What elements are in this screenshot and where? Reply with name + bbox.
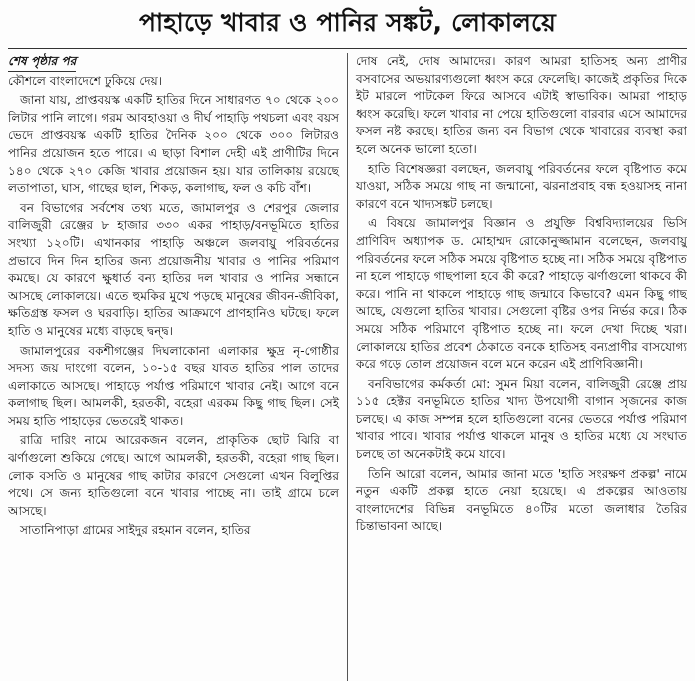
paragraph: বন বিভাগের সর্বশেষ তথ্য মতে, জামালপুর ও শেরপুর জেলার বালিজুরী রেঞ্জের ৮ হাজার ৩৩০ একর পাহাড়/বনভূমিতে হাতির সংখ্যা ১২০টি। এখানকার পাহাড়ি অঞ্চলে জলবায়ু পরিবর্তনের প্রভাবে দিন দিন হাতির জন্য প্রয়োজনীয় খাবার ও পানির পরিমাণ কমছে। যে কারণে ক্ষুধার্ত বন্য হাতির দল খাবার ও পানির সন্ধানে আসছে লোকালয়ে। এতে হুমকির মুখে পড়ছে মানুষের জীবন-জীবিকা, ক্ষতিগ্রস্ত ফসল ও ঘরবাড়ি। হাতির আক্রমণে প্রাণহানিও ঘটছে। ফলে হাতি ও মানুষের মধ্যে বাড়ছে দ্বন্দ্ব। [8,200,340,338]
paragraph: রাত্রি দারিং নামে আরেকজন বলেন, প্রাকৃতিক ছোট ঝিরি বা ঝর্ণাগুলো শুকিয়ে গেছে। আগে আমলকী, হরতকী, বহেরা গাছ ছিল। লোক বসতি ও মানুষের গাছ কাটার কারণে সেগুলো এখন বিলুপ্তির পথে। সে জন্য হাতিগুলো বনে খাবার পাচ্ছে না। তাই গ্রামে চলে আসছে। [8,433,340,518]
paragraph: জামালপুরের বকশীগঞ্জের দিঘলাকোনা এলাকার ক্ষুদ্র নৃ-গোষ্ঠীর সদস্য জয় দাংগো বলেন, ১০-১৫ বছর যাবত হাতির পাল তাদের এলাকাতে আসছে। পাহাড়ে পর্যাপ্ত পরিমাণে খাবার নেই। আগে বনে কলাগাছ ছিল। আমলকী, হরতকী, বহেরা এরকম কিছু গাছ ছিল। সেই সময় হাতি পাহাড়ের ভেতরেই থাকত। [8,343,340,428]
paragraph: বনবিভাগের কর্মকর্তা মো: সুমন মিয়া বলেন, বালিজুরী রেঞ্জে প্রায় ১১৫ হেক্টর বনভূমিতে হাতির খাদ্য উপযোগী বাগান সৃজনের কাজ চলছে। এ কাজ সম্পন্ন হলে হাতিগুলো বনের ভেতরে পর্যাপ্ত পরিমাণ খাবার পাবে। খাবার পর্যাপ্ত থাকলে মানুষ ও হাতির মধ্যে যে সংঘাত চলছে তা অনেকটাই কমে যাবে। [355,376,687,462]
right-column [348,53,687,681]
paragraph: সাতানিপাড়া গ্রামের সাইদুর রহমান বলেন, হাতির [20,523,251,538]
continuation-label: শেষ পৃষ্ঠার পর [8,53,76,72]
left-column [8,53,347,681]
paragraph: জানা যায়, প্রাপ্তবয়স্ক একটি হাতির দিনে সাধারণত ৭০ থেকে ২০০ লিটার পানি লাগে। গরম আবহাওয়া ও দীর্ঘ পাহাড়ি পথচলা এবং বয়স ভেদে প্রাপ্তবয়স্ক একটি হাতির দৈনিক ২০০ থেকে ৩০০ লিটারও পানির প্রয়োজন হতে পারে। এ ছাড়া বিশাল দেহী এই প্রাণীটির দিনে ১৪০ থেকে ২৭০ কেজি খাবার প্রয়োজন হয়। যার তালিকায় রয়েছে লতাপাতা, ঘাস, গাছের ছাল, শিকড়, কলাগাছ, ফল ও কচি বাঁশ। [8,93,340,196]
paragraph: তিনি আরো বলেন, আমার জানা মতে 'হাতি সংরক্ষণ প্রকল্প' নামে নতুন একটি প্রকল্প হাতে নেয়া হয়েছে। এ প্রকল্পের আওতায় বাংলাদেশের বিভিন্ন বনভূমিতে ৪০টির মতো জলাধার তৈরির চিন্তাভাবনা আছে। [355,466,687,534]
article-body [8,53,687,681]
paragraph: দোষ নেই, দোষ আমাদের। কারণ আমরা হাতিসহ অন্য প্রাণীর বসবাসের অভয়ারণ্যগুলো ধ্বংস করে ফেলেছি। কাজেই প্রকৃতির দিকে ইট মারলে পাটকেল ফিরে আসবে এটাই স্বাভাবিক। আমরা পাহাড় ধ্বংস করেছি। ফলে খাবার না পেয়ে হাতিগুলো বারবার এসে আমাদের ফসল নষ্ট করছে। হাতির জন্য বন বিভাগ থেকে খাবারের ব্যবস্থা করা হলে অনেক ভালো হতো। [355,54,687,156]
paragraph: কৌশলে বাংলাদেশে ঢুকিয়ে দেয়। [8,73,163,88]
paragraph: এ বিষয়ে জামালপুর বিজ্ঞান ও প্রযুক্তি বিশ্ববিদ্যালয়ের ভিসি প্রাণিবিদ অধ্যাপক ড. মোহাম্মদ রোকোনুজ্জামান বলেছেন, জলবায়ু পরিবর্তনের ফলে সঠিক সময়ে বৃষ্টিপাত হচ্ছে না। সঠিক সময়ে বৃষ্টিপাত না হলে পাহাড়ে গাছপালা হবে কী করে? পাহাড়ে ঝর্ণাগুলো থাকবে কী করে। পানি না থাকলে পাহাড়ে গাছ জন্মাবে কিভাবে? এমন কিছু গাছ আছে, যেগুলো হাতির খাবার। সেগুলো বৃষ্টির ওপর নির্ভর করে। ঠিক সময়ে সঠিক পরিমাণে বৃষ্টিপাত হচ্ছে না। ফলে দেখা দিচ্ছে খরা। লোকালয়ে হাতির প্রবেশ ঠেকাতে বনকে হাতিসহ বন্যপ্রাণীর বাসযোগ্য করে গড়ে তোল প্রয়োজন বলে মনে করেন এই প্রাণিবিজ্ঞানী। [355,216,687,372]
headline: পাহাড়ে খাবার ও পানির সঙ্কট, লোকালয়ে [138,8,557,37]
headline-divider [8,48,687,49]
paragraph: হাতি বিশেষজ্ঞরা বলছেন, জলবায়ু পরিবর্তনের ফলে বৃষ্টিপাত কমে যাওয়া, সঠিক সময়ে গাছ না জন্মানো, ঝরনাপ্রবাহ বন্ধ হওয়াসহ নানা কারণে বনে খাদ্যসঙ্কট চলছে। [355,161,687,211]
